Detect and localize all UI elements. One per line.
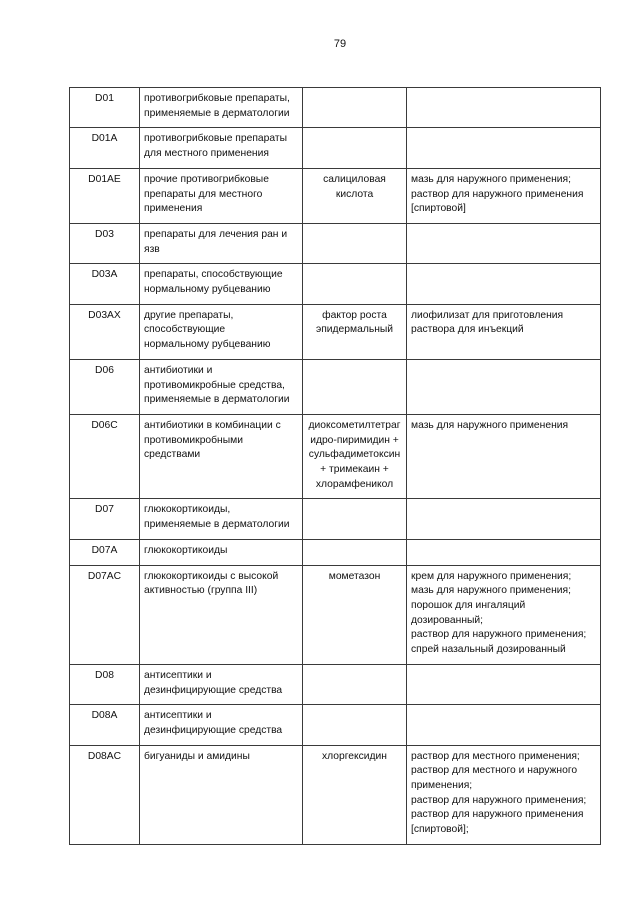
dosage-form-cell: мазь для наружного применения; раствор для наружного применения [спиртовой] bbox=[407, 168, 601, 223]
pharmacological-group-cell: антибиотики и противомикробные средства, применяемые в дерматологии bbox=[140, 359, 303, 414]
drug-name-cell bbox=[303, 223, 407, 263]
atc-code-cell: D01 bbox=[70, 88, 140, 128]
table-row bbox=[70, 128, 601, 168]
atc-drug-table bbox=[69, 87, 601, 845]
drug-name-cell bbox=[303, 128, 407, 168]
atc-code-cell: D03AX bbox=[70, 304, 140, 359]
pharmacological-group-cell: другие препараты, способствующие нормальному рубцеванию bbox=[140, 304, 303, 359]
dosage-form-cell bbox=[407, 664, 601, 704]
table-row bbox=[70, 499, 601, 539]
dosage-form-cell bbox=[407, 88, 601, 128]
atc-code-cell: D01A bbox=[70, 128, 140, 168]
table-row bbox=[70, 168, 601, 223]
drug-name-cell: салициловая кислота bbox=[303, 168, 407, 223]
page-number: 79 bbox=[333, 38, 347, 50]
drug-name-cell bbox=[303, 705, 407, 745]
atc-code-cell: D07 bbox=[70, 499, 140, 539]
table-row bbox=[70, 304, 601, 359]
atc-code-cell: D08A bbox=[70, 705, 140, 745]
table-row bbox=[70, 705, 601, 745]
table-row bbox=[70, 745, 601, 844]
table-row bbox=[70, 414, 601, 499]
dosage-form-cell bbox=[407, 539, 601, 565]
dosage-form-cell: мазь для наружного применения bbox=[407, 414, 601, 499]
drug-name-cell bbox=[303, 264, 407, 304]
pharmacological-group-cell: глюкокортикоиды с высокой активностью (группа III) bbox=[140, 565, 303, 664]
atc-table-body bbox=[70, 88, 601, 845]
table-row bbox=[70, 223, 601, 263]
dosage-form-cell: крем для наружного применения; мазь для наружного применения; порошок для ингаляций дозированный; раствор для наружного применения; спрей назальный дозированный bbox=[407, 565, 601, 664]
drug-name-cell bbox=[303, 359, 407, 414]
table-row bbox=[70, 88, 601, 128]
atc-code-cell: D06C bbox=[70, 414, 140, 499]
dosage-form-cell bbox=[407, 359, 601, 414]
drug-name-cell: хлоргексидин bbox=[303, 745, 407, 844]
atc-code-cell: D03A bbox=[70, 264, 140, 304]
table-row bbox=[70, 539, 601, 565]
table-row bbox=[70, 264, 601, 304]
pharmacological-group-cell: бигуаниды и амидины bbox=[140, 745, 303, 844]
dosage-form-cell: раствор для местного применения; раствор для местного и наружного применения; раствор для наружного применения; раствор для наружного применения [спиртовой]; bbox=[407, 745, 601, 844]
drug-name-cell: мометазон bbox=[303, 565, 407, 664]
pharmacological-group-cell: антисептики и дезинфицирующие средства bbox=[140, 664, 303, 704]
table-row bbox=[70, 664, 601, 704]
atc-code-cell: D08AC bbox=[70, 745, 140, 844]
pharmacological-group-cell: глюкокортикоиды, применяемые в дерматологии bbox=[140, 499, 303, 539]
atc-code-cell: D06 bbox=[70, 359, 140, 414]
atc-code-cell: D08 bbox=[70, 664, 140, 704]
dosage-form-cell bbox=[407, 223, 601, 263]
pharmacological-group-cell: противогрибковые препараты, применяемые в дерматологии bbox=[140, 88, 303, 128]
pharmacological-group-cell: препараты для лечения ран и язв bbox=[140, 223, 303, 263]
pharmacological-group-cell: глюкокортикоиды bbox=[140, 539, 303, 565]
atc-code-cell: D01AE bbox=[70, 168, 140, 223]
dosage-form-cell bbox=[407, 128, 601, 168]
drug-name-cell bbox=[303, 499, 407, 539]
dosage-form-cell bbox=[407, 499, 601, 539]
drug-name-cell: фактор роста эпидермальный bbox=[303, 304, 407, 359]
dosage-form-cell bbox=[407, 705, 601, 745]
table-row bbox=[70, 565, 601, 664]
atc-code-cell: D07AC bbox=[70, 565, 140, 664]
pharmacological-group-cell: препараты, способствующие нормальному рубцеванию bbox=[140, 264, 303, 304]
pharmacological-group-cell: прочие противогрибковые препараты для местного применения bbox=[140, 168, 303, 223]
pharmacological-group-cell: антисептики и дезинфицирующие средства bbox=[140, 705, 303, 745]
drug-name-cell: диоксометилтетраг идро-пиримидин + сульфадиметоксин + тримекаин + хлорамфеникол bbox=[303, 414, 407, 499]
dosage-form-cell: лиофилизат для приготовления раствора для инъекций bbox=[407, 304, 601, 359]
dosage-form-cell bbox=[407, 264, 601, 304]
table-row bbox=[70, 359, 601, 414]
atc-code-cell: D03 bbox=[70, 223, 140, 263]
drug-name-cell bbox=[303, 664, 407, 704]
drug-name-cell bbox=[303, 88, 407, 128]
atc-code-cell: D07A bbox=[70, 539, 140, 565]
drug-name-cell bbox=[303, 539, 407, 565]
pharmacological-group-cell: антибиотики в комбинации с противомикробными средствами bbox=[140, 414, 303, 499]
pharmacological-group-cell: противогрибковые препараты для местного применения bbox=[140, 128, 303, 168]
